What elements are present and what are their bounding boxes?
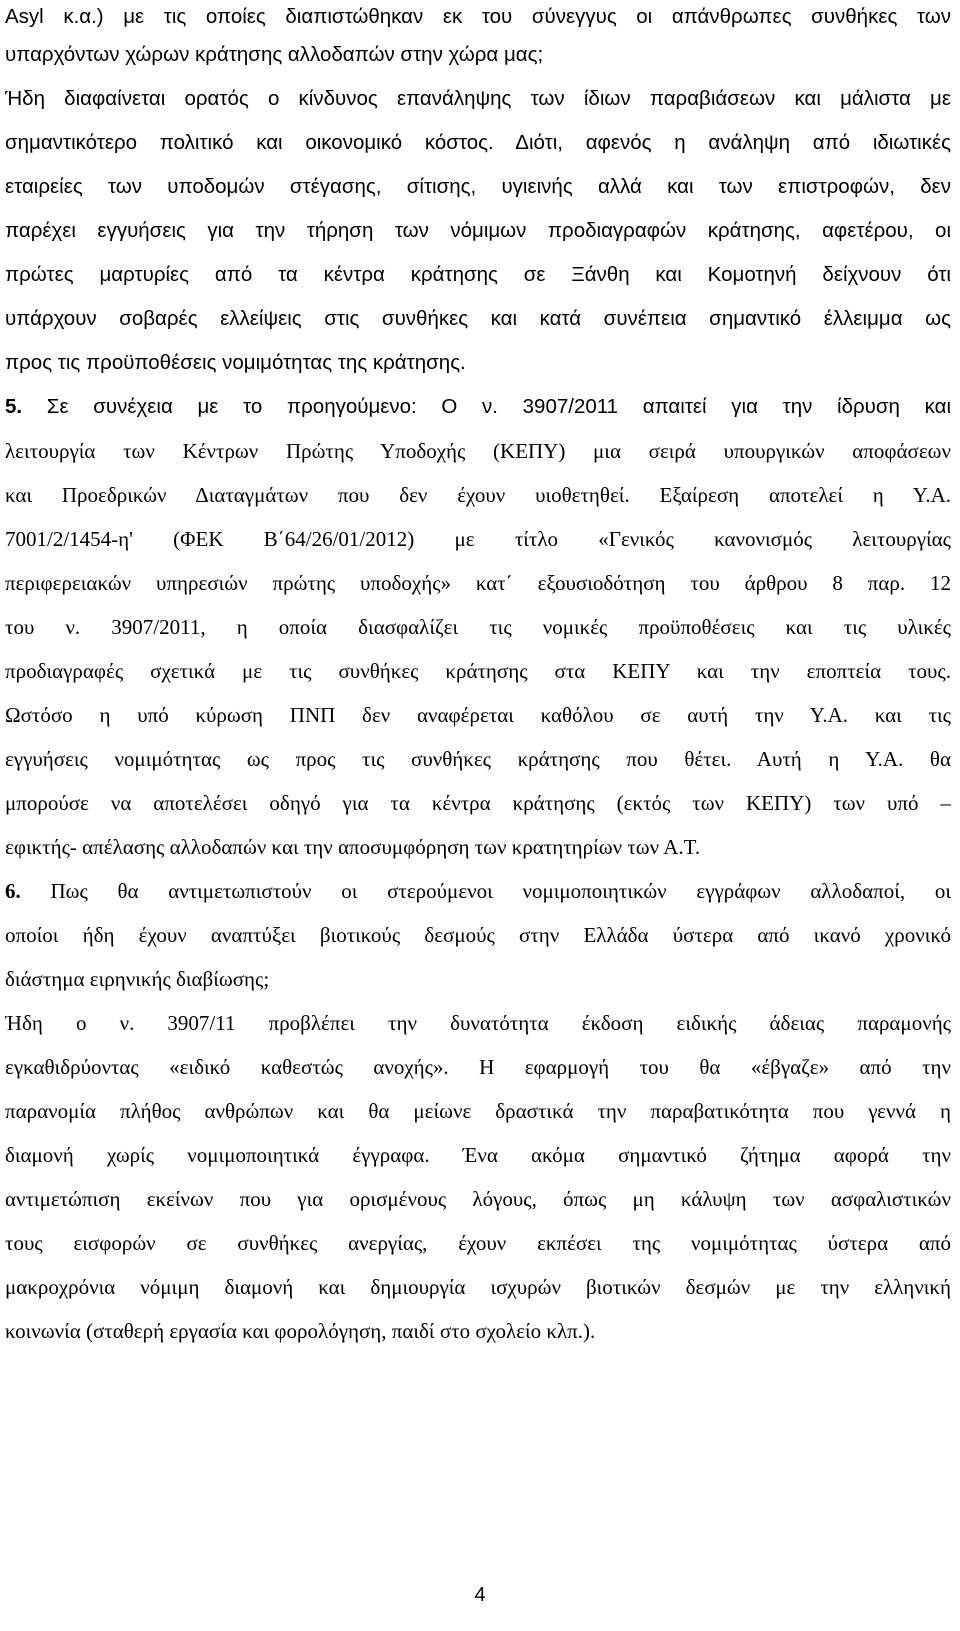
text-line: παρέχει εγγυήσεις για την τήρηση των νόμιμων προδιαγραφών κράτησης, αφετέρου, οι	[5, 219, 951, 242]
text-line: μακροχρόνια νόμιμη διαμονή και δημιουργία ισχυρών βιοτικών δεσμών με την ελληνική	[5, 1275, 951, 1299]
text-line: μπορούσε να αποτελέσει οδηγό για τα κέντρα κράτησης (εκτός των ΚΕΠΥ) των υπό –	[5, 791, 951, 815]
text-line: σημαντικότερο πολιτικό και οικονομικό κόστος. Διότι, αφενός η ανάληψη από ιδιωτικές	[5, 131, 951, 154]
text-line: τους εισφορών σε συνθήκες ανεργίας, έχουν εκπέσει της νομιμότητας ύστερα από	[5, 1231, 951, 1255]
text-line: Ωστόσο η υπό κύρωση ΠΝΠ δεν αναφέρεται καθόλου σε αυτή την Υ.Α. και τις	[5, 703, 951, 727]
text-line: εταιρείες των υποδομών στέγασης, σίτισης, υγιεινής αλλά και των επιστροφών, δεν	[5, 175, 951, 198]
page-number: 4	[474, 1584, 486, 1606]
text-line: και Προεδρικών Διαταγμάτων που δεν έχουν υιοθετηθεί. Εξαίρεση αποτελεί η Υ.Α.	[5, 483, 951, 507]
text-line: Ήδη διαφαίνεται ορατός ο κίνδυνος επανάληψης των ίδιων παραβιάσεων και μάλιστα με	[5, 87, 951, 110]
item-number: 5.	[5, 395, 23, 418]
text-line: προδιαγραφές σχετικά με τις συνθήκες κράτησης στα ΚΕΠΥ και την εποπτεία τους.	[5, 659, 951, 683]
text-line: διάστημα ειρηνικής διαβίωσης;	[5, 967, 270, 991]
text-line: εφικτής- απέλασης αλλοδαπών και την αποσυμφόρηση των κρατητηρίων των Α.Τ.	[5, 835, 701, 859]
text-line: οποίοι ήδη έχουν αναπτύξει βιοτικούς δεσμούς στην Ελλάδα ύστερα από ικανό χρονικό	[5, 923, 951, 947]
text-line: κοινωνία (σταθερή εργασία και φορολόγηση, παιδί στο σχολείο κλπ.).	[5, 1319, 596, 1343]
text-line: προς τις προϋποθέσεις νομιμότητας της κράτησης.	[5, 351, 466, 374]
text-line: περιφερειακών υπηρεσιών πρώτης υποδοχής» κατ΄ εξουσιοδότηση του άρθρου 8 παρ. 12	[5, 571, 951, 595]
text-line: Ήδη ο ν. 3907/11 προβλέπει την δυνατότητα έκδοση ειδικής άδειας παραμονής	[5, 1011, 951, 1035]
text-line: λειτουργία των Κέντρων Πρώτης Υποδοχής (ΚΕΠΥ) μια σειρά υπουργικών αποφάσεων	[5, 439, 951, 463]
text-line: διαμονή χωρίς νομιμοποιητικά έγγραφα. Ένα ακόμα σημαντικό ζήτημα αφορά την	[5, 1143, 951, 1167]
text-line: 7001/2/1454-η' (ΦΕΚ Β΄64/26/01/2012) με τίτλο «Γενικός κανονισμός λειτουργίας	[5, 527, 951, 551]
item-number: 6.	[5, 879, 21, 903]
text-line: εγγυήσεις νομιμότητας ως προς τις συνθήκες κράτησης που θέτει. Αυτή η Υ.Α. θα	[5, 747, 951, 771]
text-line: υπάρχουν σοβαρές ελλείψεις στις συνθήκες και κατά συνέπεια σημαντικό έλλειμμα ως	[5, 307, 951, 330]
text-span: Πως θα αντιμετωπιστούν οι στερούμενοι νομιμοποιητικών εγγράφων αλλοδαποί, οι	[20, 879, 951, 903]
list-item-5-first-line	[5, 392, 951, 422]
text-line: πρώτες μαρτυρίες από τα κέντρα κράτησης σε Ξάνθη και Κομοτηνή δείχνουν ότι	[5, 263, 951, 286]
text-line: του ν. 3907/2011, η οποία διασφαλίζει τις νομικές προϋποθέσεις και τις υλικές	[5, 615, 951, 639]
text-line: εγκαθιδρύοντας «ειδικό καθεστώς ανοχής». Η εφαρμογή του θα «έβγαζε» από την	[5, 1055, 951, 1079]
text-line: αντιμετώπιση εκείνων που για ορισμένους λόγους, όπως μη κάλυψη των ασφαλιστικών	[5, 1187, 951, 1211]
text-line: Asyl κ.α.) με τις οποίες διαπιστώθηκαν εκ του σύνεγγυς οι απάνθρωπες συνθήκες των	[5, 5, 951, 28]
text-span: Σε συνέχεια με το προηγούμενο: Ο ν. 3907/2011 απαιτεί για την ίδρυση και	[22, 395, 951, 418]
list-item-6-first-line	[5, 876, 951, 906]
text-line: υπαρχόντων χώρων κράτησης αλλοδαπών στην χώρα μας;	[5, 43, 544, 66]
text-line: παρανομία πλήθος ανθρώπων και θα μείωνε δραστικά την παραβατικότητα που γεννά η	[5, 1099, 951, 1123]
